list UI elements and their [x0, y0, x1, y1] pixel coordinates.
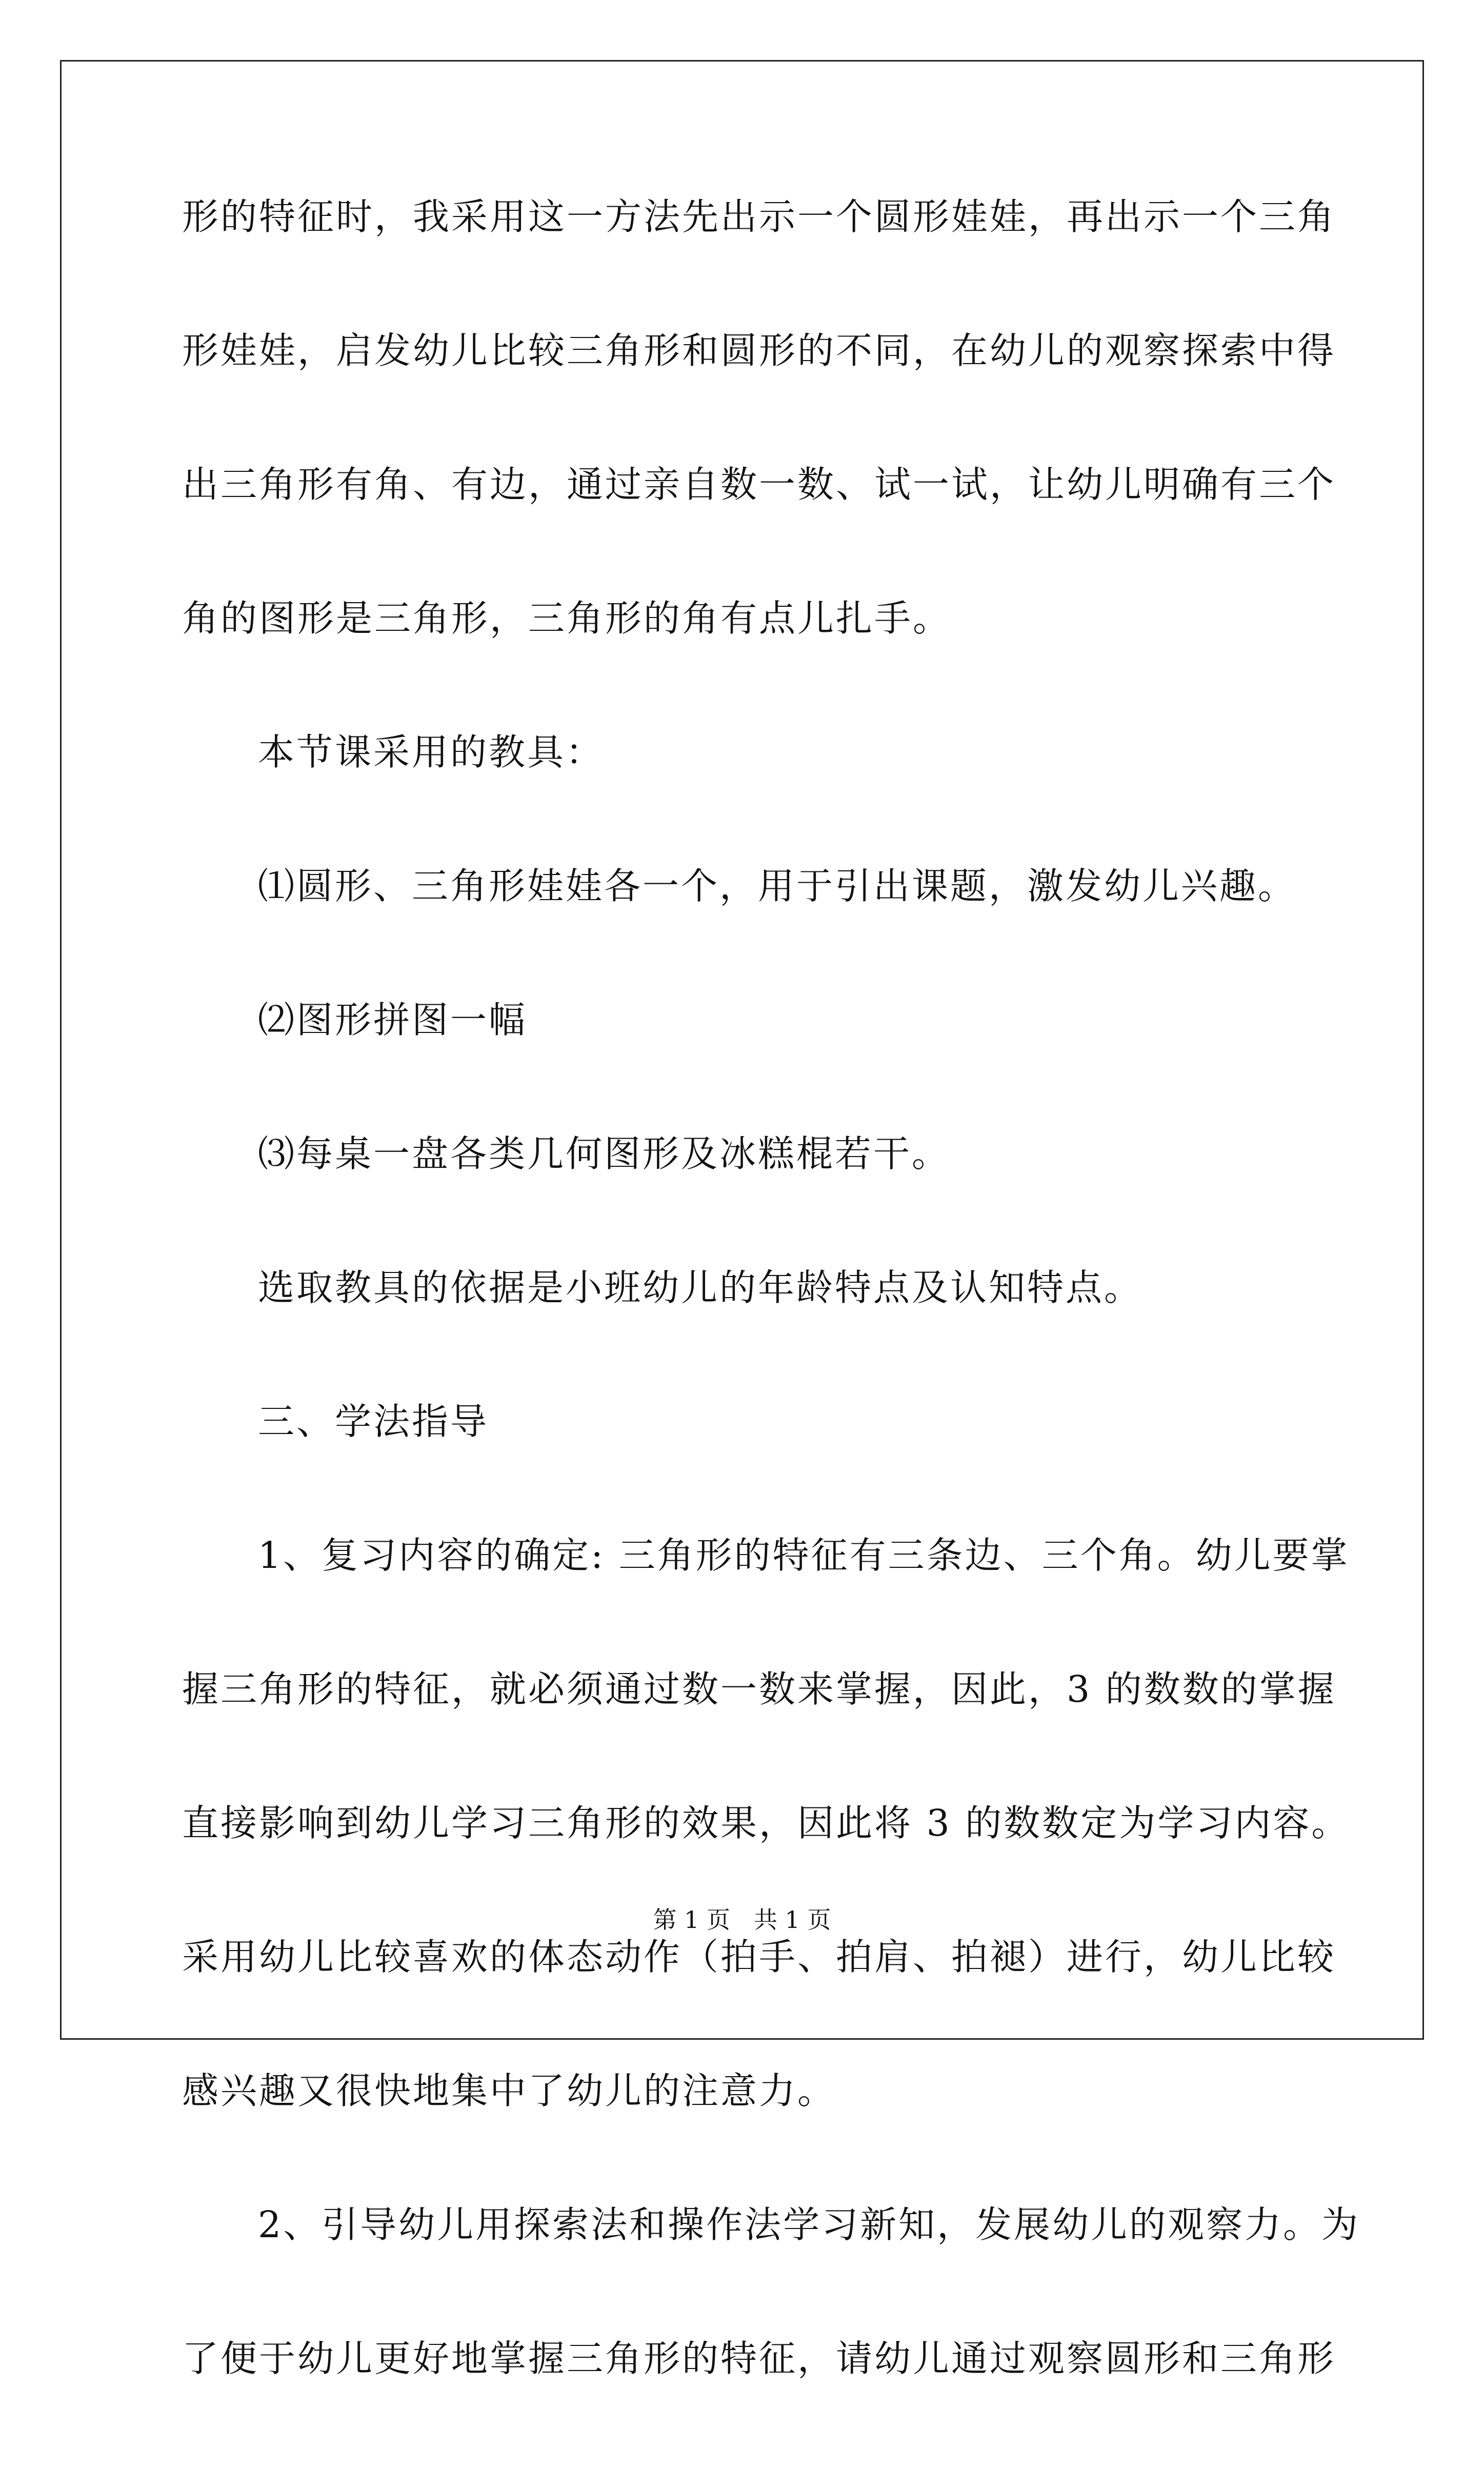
list-item: ⑶每桌一盘各类几何图形及冰糕棍若干。	[258, 1132, 951, 1175]
paragraph-line: 直接影响到幼儿学习三角形的效果，因此将 3 的数数定为学习内容。	[182, 1802, 1350, 1844]
page-footer: 第 1 页 共 1 页	[653, 1906, 831, 1934]
paragraph-line: 采用幼儿比较喜欢的体态动作（拍手、拍肩、拍褪）进行，幼儿比较	[182, 1936, 1336, 1978]
paragraph-line: 角的图形是三角形，三角形的角有点儿扎手。	[182, 597, 952, 640]
paragraph-line: 2、引导幼儿用探索法和操作法学习新知，发展幼儿的观察力。为	[258, 2203, 1360, 2246]
paragraph-line: 选取教具的依据是小班幼儿的年龄特点及认知特点。	[258, 1266, 1143, 1309]
list-item: ⑵图形拼图一幅	[258, 999, 528, 1041]
list-item: ⑴圆形、三角形娃娃各一个，用于引出课题，激发幼儿兴趣。	[258, 865, 1297, 907]
document-body	[182, 192, 1360, 2468]
paragraph-line: 形娃娃，启发幼儿比较三角形和圆形的不同，在幼儿的观察探索中得	[182, 329, 1336, 372]
paragraph-line: 形的特征时，我采用这一方法先出示一个圆形娃娃，再出示一个三角	[182, 195, 1336, 238]
section-heading: 三、学法指导	[258, 1400, 489, 1443]
paragraph-line: 1、复习内容的确定: 三角形的特征有三条边、三个角。幼儿要掌	[258, 1534, 1350, 1577]
paragraph-line: 感兴趣又很快地集中了幼儿的注意力。	[182, 2069, 836, 2112]
paragraph-line: 本节课采用的教具：	[258, 731, 605, 773]
paragraph-line: 出三角形有角、有边，通过亲自数一数、试一试，让幼儿明确有三个	[182, 463, 1336, 506]
paragraph-line: 握三角形的特征，就必须通过数一数来掌握，因此，3 的数数的掌握	[182, 1668, 1336, 1710]
paragraph-line: 了便于幼儿更好地掌握三角形的特征，请幼儿通过观察圆形和三角形	[182, 2337, 1336, 2380]
